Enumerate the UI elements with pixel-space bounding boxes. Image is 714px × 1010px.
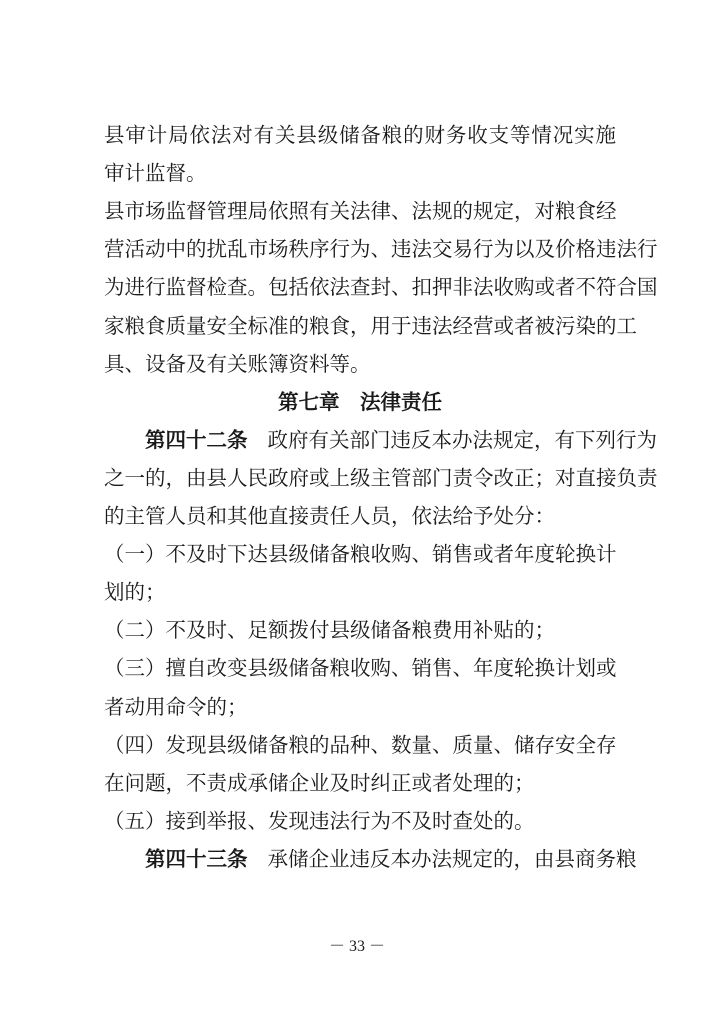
paragraph-market-line-3: 为进行监督检查。包括依法查封、扣押非法收购或者不符合国: [104, 275, 658, 299]
article-43-text: 承储企业违反本办法规定的，由县商务粮: [267, 847, 637, 871]
paragraph-market-line-1: 县市场监督管理局依照有关法律、法规的规定，对粮食经: [104, 199, 617, 223]
article-43-line-1: [104, 841, 637, 877]
article-42-label: 第四十二条: [145, 428, 248, 452]
article-43-label: 第四十三条: [145, 847, 248, 871]
article-42-line-1: [104, 422, 657, 458]
paragraph-audit-line-1: 县审计局依法对有关县级储备粮的财务收支等情况实施: [104, 123, 616, 147]
item-2: （二）不及时、足额拨付县级储备粮费用补贴的；: [104, 618, 555, 642]
paragraph-market-line-5: 具、设备及有关账簿资料等。: [104, 352, 371, 376]
page-number: － 33 －: [328, 938, 385, 955]
item-1-line-1: （一）不及时下达县级储备粮收购、销售或者年度轮换计: [104, 542, 617, 566]
article-42-line-2: 之一的，由县人民政府或上级主管部门责令改正；对直接负责: [104, 466, 658, 490]
article-42-text: 政府有关部门违反本办法规定，有下列行为: [267, 428, 657, 452]
item-4-line-2: 在问题，不责成承储企业及时纠正或者处理的；: [104, 771, 535, 795]
paragraph-market-line-4: 家粮食质量安全标准的粮食，用于违法经营或者被污染的工: [104, 314, 637, 338]
item-4-line-1: （四）发现县级储备粮的品种、数量、质量、储存安全存: [104, 733, 617, 757]
item-3-line-1: （三）擅自改变县级储备粮收购、销售、年度轮换计划或: [104, 656, 617, 680]
item-1-line-2: 划的；: [104, 580, 166, 604]
article-42-line-3: 的主管人员和其他直接责任人员，依法给予处分：: [104, 504, 555, 528]
paragraph-market-line-2: 营活动中的扰乱市场秩序行为、违法交易行为以及价格违法行: [104, 237, 658, 261]
paragraph-audit-line-2: 审计监督。: [104, 161, 207, 185]
chapter-title: 第七章 法律责任: [278, 390, 442, 414]
item-5: （五）接到举报、发现违法行为不及时查处的。: [104, 809, 535, 833]
item-3-line-2: 者动用命令的；: [104, 695, 248, 719]
